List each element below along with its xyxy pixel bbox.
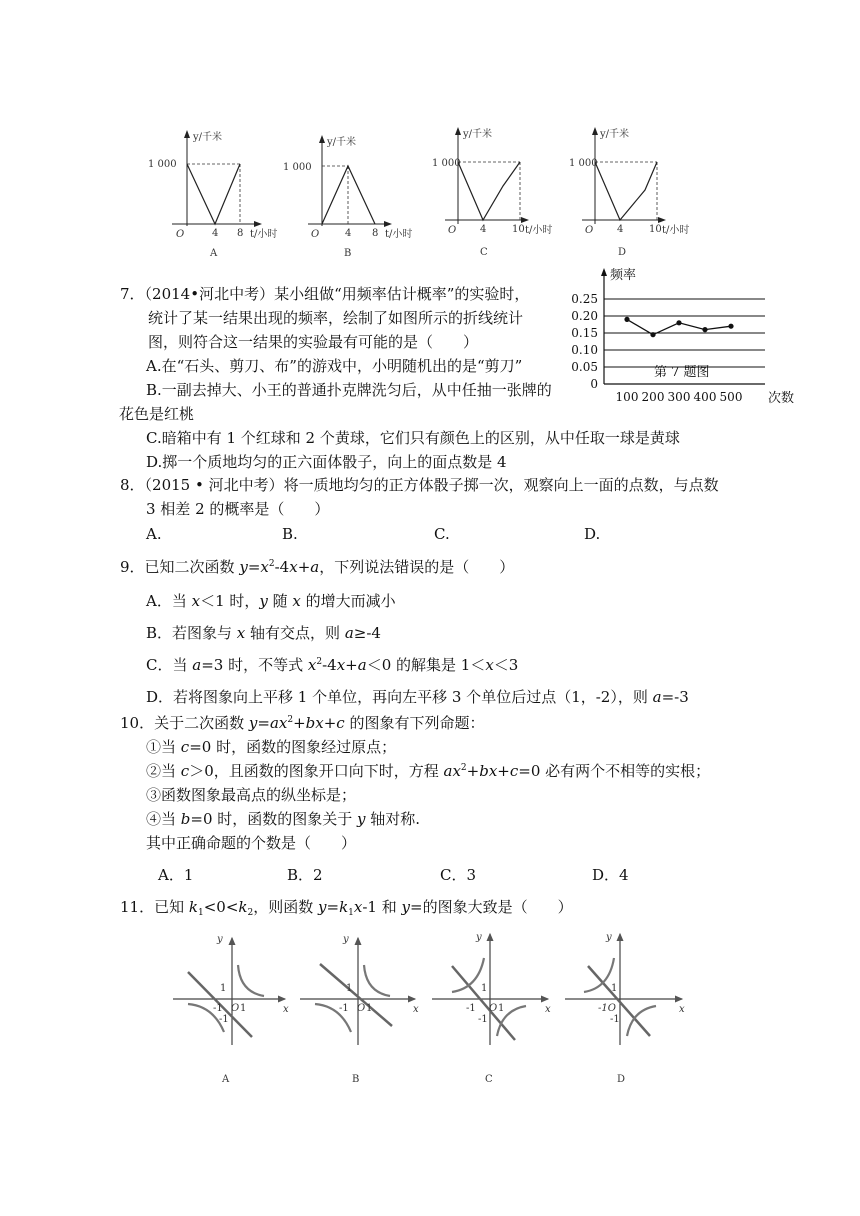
top-b-origin: O — [311, 229, 320, 240]
bottom-b-origin: O — [357, 1003, 366, 1014]
q7-option-c: C.暗箱中有 1 个红球和 2 个黄球，它们只有颜色上的区别，从中任取一球是黄球 — [146, 429, 680, 447]
q8-option-d: D. — [584, 525, 601, 543]
top-c-option: C — [480, 247, 488, 258]
bottom-b-x: x — [413, 1004, 419, 1015]
bottom-graphs — [0, 920, 860, 1100]
bottom-c-tick-1-right: 1 — [498, 1003, 505, 1014]
bottom-c-origin: O — [489, 1003, 498, 1014]
bottom-a-origin: O — [231, 1003, 240, 1014]
bottom-graph-a — [173, 934, 289, 1085]
freq-x-tick-label: 500 — [719, 390, 743, 404]
freq-data-point — [624, 317, 629, 322]
top-d-ytick: 1 000 — [569, 158, 598, 169]
q10-conclusion: 其中正确命题的个数是（ ） — [146, 834, 357, 852]
q8-line-1: 8．（2015 • 河北中考）将一质地均匀的正方体骰子掷一次，观察向上一面的点数，与点数 — [120, 476, 719, 494]
top-d-xtick-2: 10 — [649, 224, 662, 235]
bottom-c-tick-neg1-low: -1 — [478, 1014, 488, 1025]
bottom-graph-d — [565, 932, 685, 1085]
top-b-xtick-1: 4 — [345, 228, 352, 239]
bottom-b-tick-1-right: 1 — [366, 1003, 373, 1014]
freq-data-point — [650, 332, 655, 337]
q7-option-a: A.在“石头、剪刀、布”的游戏中，小明随机出的是“剪刀” — [146, 357, 523, 375]
top-a-option: A — [210, 248, 218, 259]
q7-option-b-line-2: 花色是红桃 — [119, 405, 195, 423]
bottom-a-x: x — [283, 1004, 289, 1015]
bottom-d-tick-neg1-low: -1 — [610, 1014, 620, 1025]
q10-stem: 10．关于二次函数 $y=ax^2+bx+c$ 的图象有下列命题： — [120, 714, 485, 732]
top-d-option: D — [618, 247, 627, 258]
freq-x-tick-label: 400 — [693, 390, 717, 404]
bottom-d-y: y — [606, 932, 612, 943]
bottom-a-y: y — [217, 934, 223, 945]
bottom-c-tick-neg1: -1 — [466, 1003, 476, 1014]
top-c-ylabel: y/千米 — [463, 129, 493, 140]
top-a-tlabel: t/小时 — [250, 229, 278, 240]
bottom-b-tick-neg1: -1 — [339, 1003, 349, 1014]
q8-option-a: A. — [146, 525, 162, 543]
freq-chart-title: 第 7 题图 — [654, 365, 710, 380]
q9-option-a: A．当 x＜1 时，y 随 x 的增大而减小 — [146, 592, 396, 610]
bottom-d-tick-1: 1 — [611, 983, 618, 994]
top-b-tlabel: t/小时 — [385, 229, 413, 240]
bottom-c-x: x — [545, 1004, 551, 1015]
freq-x-label: 次数 — [768, 391, 795, 406]
top-a-xtick-1: 4 — [212, 228, 219, 239]
freq-y-tick-label: 0.25 — [571, 292, 598, 306]
bottom-c-option: C — [485, 1074, 493, 1085]
freq-y-tick-label: 0.15 — [571, 326, 598, 340]
top-b-option: B — [344, 248, 352, 259]
q7-number: 7． — [120, 285, 145, 303]
q9-option-d: D．若将图象向上平移 1 个单位，再向左平移 3 个单位后过点（1，-2），则 a=-3 — [146, 688, 689, 706]
top-a-ylabel: y/千米 — [193, 132, 223, 143]
top-d-xtick-1: 4 — [617, 224, 624, 235]
bottom-a-tick-1-right: 1 — [240, 1003, 247, 1014]
bottom-graph-c — [432, 932, 551, 1085]
q7-line-2: 统计了某一结果出现的频率，绘制了如图所示的折线统计 — [148, 309, 524, 327]
freq-y-tick-label: 0.10 — [571, 343, 598, 357]
top-b-ytick: 1 000 — [283, 162, 312, 173]
q7-line-3: 图，则符合这一结果的实验最有可能的是（ ） — [148, 333, 479, 351]
q10-option-b: B．2 — [287, 866, 323, 884]
q8-option-c: C. — [434, 525, 450, 543]
top-b-ylabel: y/千米 — [327, 137, 357, 148]
q9-option-c: C．当 a=3 时，不等式 $x^2-4x+a<0$ 的解集是 1＜x＜3 — [146, 656, 519, 674]
top-c-xtick-2: 10 — [512, 224, 525, 235]
q10-item-1: ①当 c=0 时，函数的图象经过原点； — [146, 738, 397, 756]
freq-x-tick-label: 300 — [667, 390, 691, 404]
freq-y-tick-label: 0.20 — [571, 309, 598, 323]
frequency-chart — [560, 262, 800, 412]
top-c-ytick: 1 000 — [432, 158, 461, 169]
q7-option-b-line-1: B.一副去掉大、小王的普通扑克牌洗匀后，从中任抽一张牌的 — [146, 381, 552, 399]
bottom-b-tick-1: 1 — [346, 983, 353, 994]
top-d-tlabel: t/小时 — [662, 225, 690, 236]
q11-stem: 11．已知 $k_1<0<k_2$，则函数 $y=k_1x-1$ 和 y=的图象大致是（ ） — [120, 898, 573, 918]
bottom-a-tick-1: 1 — [220, 983, 227, 994]
freq-x-tick-label: 100 — [615, 390, 639, 404]
top-c-tlabel: t/小时 — [525, 225, 553, 236]
top-b-xtick-2: 8 — [372, 228, 379, 239]
q10-option-c: C．3 — [440, 866, 477, 884]
top-a-xtick-2: 8 — [237, 228, 244, 239]
q10-item-2: ②当 c＞0，且函数的图象开口向下时，方程 $ax^2+bx+c=0$ 必有两个不相等的实根； — [146, 762, 711, 780]
q9-option-b: B．若图象与 x 轴有交点，则 a≥-4 — [146, 624, 381, 642]
bottom-b-option: B — [352, 1074, 360, 1085]
freq-data-point — [676, 320, 681, 325]
q7-option-d: D.掷一个质地均匀的正六面体骰子，向上的面点数是 4 — [146, 453, 507, 471]
freq-data-point — [702, 327, 707, 332]
q8-option-b: B. — [282, 525, 298, 543]
top-graph-b — [283, 135, 412, 259]
q7-line-1: （2014•河北中考）某小组做“用频率估计概率”的实验时， — [144, 285, 530, 303]
top-d-origin: O — [585, 225, 594, 236]
q9-stem: 9．已知二次函数 $y=x^2-4x+a$，下列说法错误的是（ ） — [120, 558, 515, 576]
bottom-c-tick-1: 1 — [481, 983, 488, 994]
freq-y-tick-label: 0.05 — [571, 360, 598, 374]
freq-y-tick-label: 0 — [590, 377, 598, 391]
q10-item-3: ③函数图象最高点的纵坐标是； — [146, 786, 357, 804]
bottom-c-y: y — [476, 932, 482, 943]
top-c-origin: O — [448, 225, 457, 236]
top-graphs — [0, 0, 860, 270]
q10-option-a: A．1 — [158, 866, 194, 884]
q8-line-2: 3 相差 2 的概率是（ ） — [146, 500, 330, 518]
top-c-xtick-1: 4 — [480, 224, 487, 235]
bottom-d-option: D — [617, 1074, 626, 1085]
bottom-d-x: x — [679, 1004, 685, 1015]
bottom-a-tick-neg1-low: -1 — [219, 1014, 229, 1025]
bottom-d-origin: -1O — [598, 1003, 616, 1014]
bottom-a-option: A — [222, 1074, 230, 1085]
q10-item-4: ④当 b=0 时，函数的图象关于 y 轴对称. — [146, 810, 421, 828]
top-graph-c — [432, 127, 552, 258]
freq-y-axis-arrow — [601, 268, 607, 276]
bottom-graph-b — [300, 934, 419, 1085]
freq-data-point — [728, 324, 733, 329]
freq-y-label: 频率 — [610, 268, 637, 283]
top-d-ylabel: y/千米 — [600, 129, 630, 140]
q10-option-d: D．4 — [592, 866, 629, 884]
freq-x-tick-label: 200 — [641, 390, 665, 404]
bottom-a-tick-neg1: -1 — [213, 1003, 223, 1014]
top-graph-a — [148, 130, 277, 259]
top-graph-d — [569, 127, 689, 258]
top-a-origin: O — [176, 229, 185, 240]
bottom-b-y: y — [343, 934, 349, 945]
top-a-ytick: 1 000 — [148, 159, 177, 170]
